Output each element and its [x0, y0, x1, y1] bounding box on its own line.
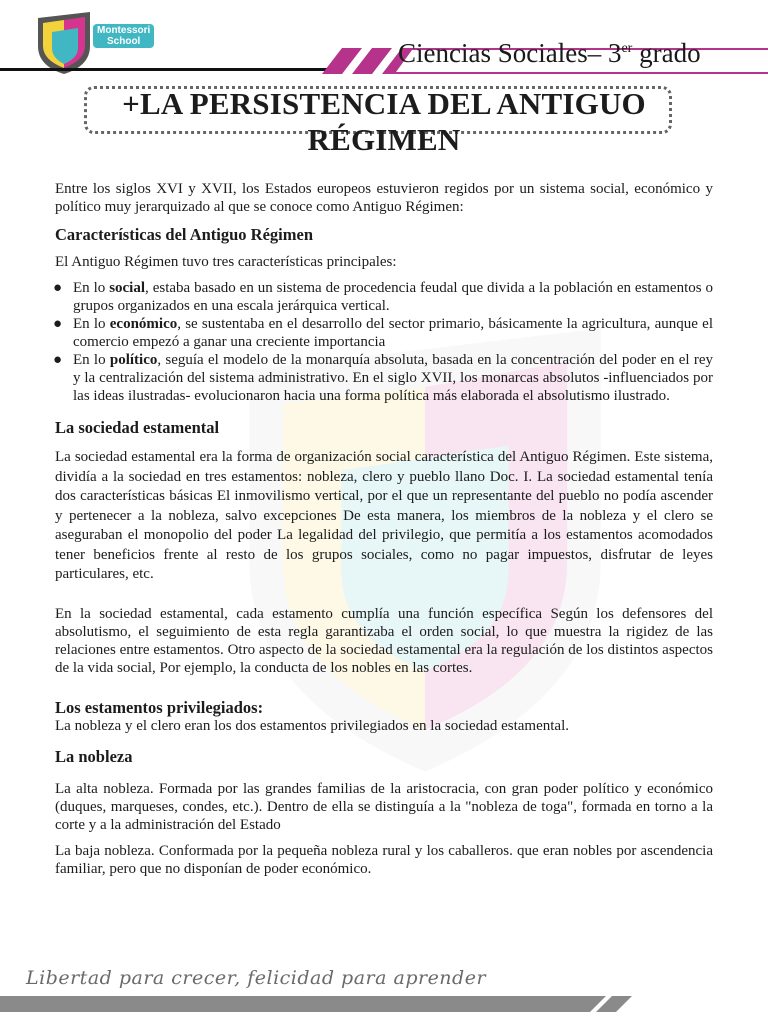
- intro-paragraph: Entre los siglos XVI y XVII, los Estados europeos estuvieron regidos por un sistema social, económico y político muy jerarquizado al que se conoce como Antiguo Régimen:: [55, 181, 713, 215]
- characteristics-list: [55, 279, 713, 405]
- nobleza-paragraph-1: La alta nobleza. Formada por las grandes familias de la aristocracia, con gran poder político y económico (duques, marqueses, condes, etc.). Dentro de ella se distinguía a la "nobleza de toga", formada en torno a la corte y a la administración del Estado: [55, 780, 713, 833]
- brand-line-2: School: [107, 36, 141, 47]
- section-heading-caracteristicas: Características del Antiguo Régimen: [55, 225, 313, 244]
- document-body: [55, 180, 713, 878]
- bullet-icon: ●: [53, 352, 63, 368]
- grade-suffix: grado: [632, 38, 701, 68]
- brand-name: [93, 24, 154, 48]
- section-heading-nobleza: La nobleza: [55, 746, 133, 766]
- page-title: +LA PERSISTENCIA DEL ANTIGUO RÉGIMEN: [122, 86, 646, 157]
- subject-grade: [398, 38, 701, 69]
- grade-ordinal: er: [621, 41, 633, 56]
- footer-stripes: [0, 994, 768, 1024]
- brand-line-1: Montessori: [97, 25, 151, 36]
- sociedad-paragraph-2: En la sociedad estamental, cada estamento cumplía una función específica Según los defensores del absolutismo, el seguimiento de esta regla garantizaba el orden social, lo que muestra la rigidez de las relaciones entre estamentos. Otro aspecto de la sociedad estamental era la regulación de los distintos aspectos de la vida social, Por ejemplo, la conducta de los nobles en las cortes.: [55, 605, 713, 676]
- list-item: ● En lo político, seguía el modelo de la monarquía absoluta, basada en la concentración del poder en el rey y la centralización del sistema administrativo. En el siglo XVII, los monarcas absolutos -influenciados por las ideas ilustradas- evolucionaron hacia una forma política más elaborada el absolutismo ilustrado.: [53, 352, 713, 404]
- section1-lead: El Antiguo Régimen tuvo tres características principales:: [55, 254, 397, 270]
- header-rule: [0, 68, 330, 71]
- footer-motto: Libertad para crecer, felicidad para aprender: [26, 967, 487, 989]
- nobleza-paragraph-2: La baja nobleza. Conformada por la pequeña nobleza rural y los caballeros. que eran nobles por ascendencia familiar, pero que no disponían de poder económico.: [55, 842, 713, 877]
- bullet-icon: ●: [53, 280, 63, 296]
- school-logo-icon: [34, 10, 94, 76]
- section-heading-privilegiados: Los estamentos privilegiados:: [55, 697, 264, 717]
- sociedad-paragraph-1: La sociedad estamental era la forma de organización social característica del Antiguo Régimen. Este sistema, dividía a la sociedad en tres estamentos: nobleza, clero y pueblo llano Doc. I. La sociedad estamental tenía dos características básicas El inmovilismo vertical, por el que un representante del pueblo no podía ascender y pertenecer a la nobleza, salvo excepciones De esta manera, los miembros de la nobleza y el clero se aseguraban el monopolio del poder La legalidad del privilegio, que permitía a los estamentos acomodados tener beneficios frente al resto de los grupos sociales, como no pagar impuestos, disfrutar de leyes particulares, etc.: [55, 449, 713, 582]
- subject-label: Ciencias Sociales– 3: [398, 38, 622, 68]
- section-heading-sociedad-estamental: La sociedad estamental: [55, 418, 220, 437]
- list-item: ● En lo económico, se sustentaba en el desarrollo del sector primario, básicamente la agricultura, aunque el comercio empezó a ganar una creciente importancia: [53, 316, 713, 350]
- bullet-icon: ●: [53, 316, 63, 332]
- privilegiados-paragraph: La nobleza y el clero eran los dos estamentos privilegiados en la sociedad estamental.: [55, 717, 569, 734]
- list-item: ● En lo social, estaba basado en un sistema de procedencia feudal que divida a la población en estamentos o grupos organizados en una escala jerárquica vertical.: [53, 280, 713, 314]
